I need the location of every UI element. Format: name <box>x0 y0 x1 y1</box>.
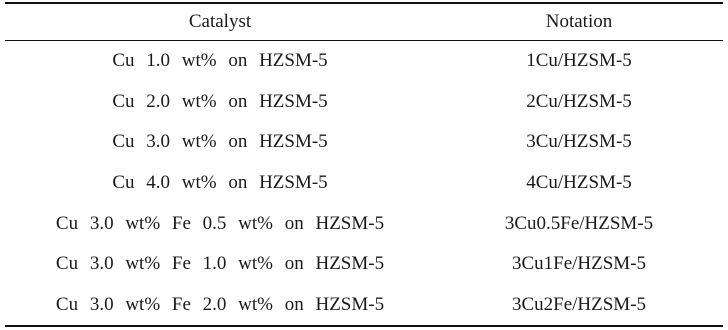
notation-cell: 2Cu/HZSM-5 <box>526 90 632 112</box>
header-row <box>5 3 723 41</box>
notation-cell: 3Cu0.5Fe/HZSM-5 <box>504 212 654 234</box>
table-body <box>5 41 723 327</box>
catalyst-cell: Cu 3.0 wt% Fe 1.0 wt% on HZSM-5 <box>55 253 385 275</box>
catalyst-cell: Cu 3.0 wt% Fe 0.5 wt% on HZSM-5 <box>55 212 385 234</box>
table-row <box>5 244 723 285</box>
notation-cell: 1Cu/HZSM-5 <box>526 50 632 72</box>
catalyst-notation-table <box>5 2 723 327</box>
notation-cell: 3Cu2Fe/HZSM-5 <box>511 293 647 315</box>
table-header <box>5 3 723 41</box>
catalyst-cell: Cu 4.0 wt% on HZSM-5 <box>112 172 328 194</box>
table-row <box>5 163 723 204</box>
table-row <box>5 82 723 123</box>
notation-cell: 4Cu/HZSM-5 <box>526 172 632 194</box>
table-row <box>5 285 723 327</box>
column-header-notation: Notation <box>545 11 613 32</box>
catalyst-cell: Cu 1.0 wt% on HZSM-5 <box>112 50 328 72</box>
catalyst-cell: Cu 3.0 wt% Fe 2.0 wt% on HZSM-5 <box>55 293 385 315</box>
notation-cell: 3Cu1Fe/HZSM-5 <box>511 253 647 275</box>
table-row <box>5 41 723 82</box>
catalyst-cell: Cu 3.0 wt% on HZSM-5 <box>112 131 328 153</box>
column-header-catalyst: Catalyst <box>188 11 252 32</box>
catalyst-cell: Cu 2.0 wt% on HZSM-5 <box>112 90 328 112</box>
notation-cell: 3Cu/HZSM-5 <box>526 131 632 153</box>
catalyst-table-container <box>5 2 723 327</box>
table-row <box>5 122 723 163</box>
table-row <box>5 203 723 244</box>
